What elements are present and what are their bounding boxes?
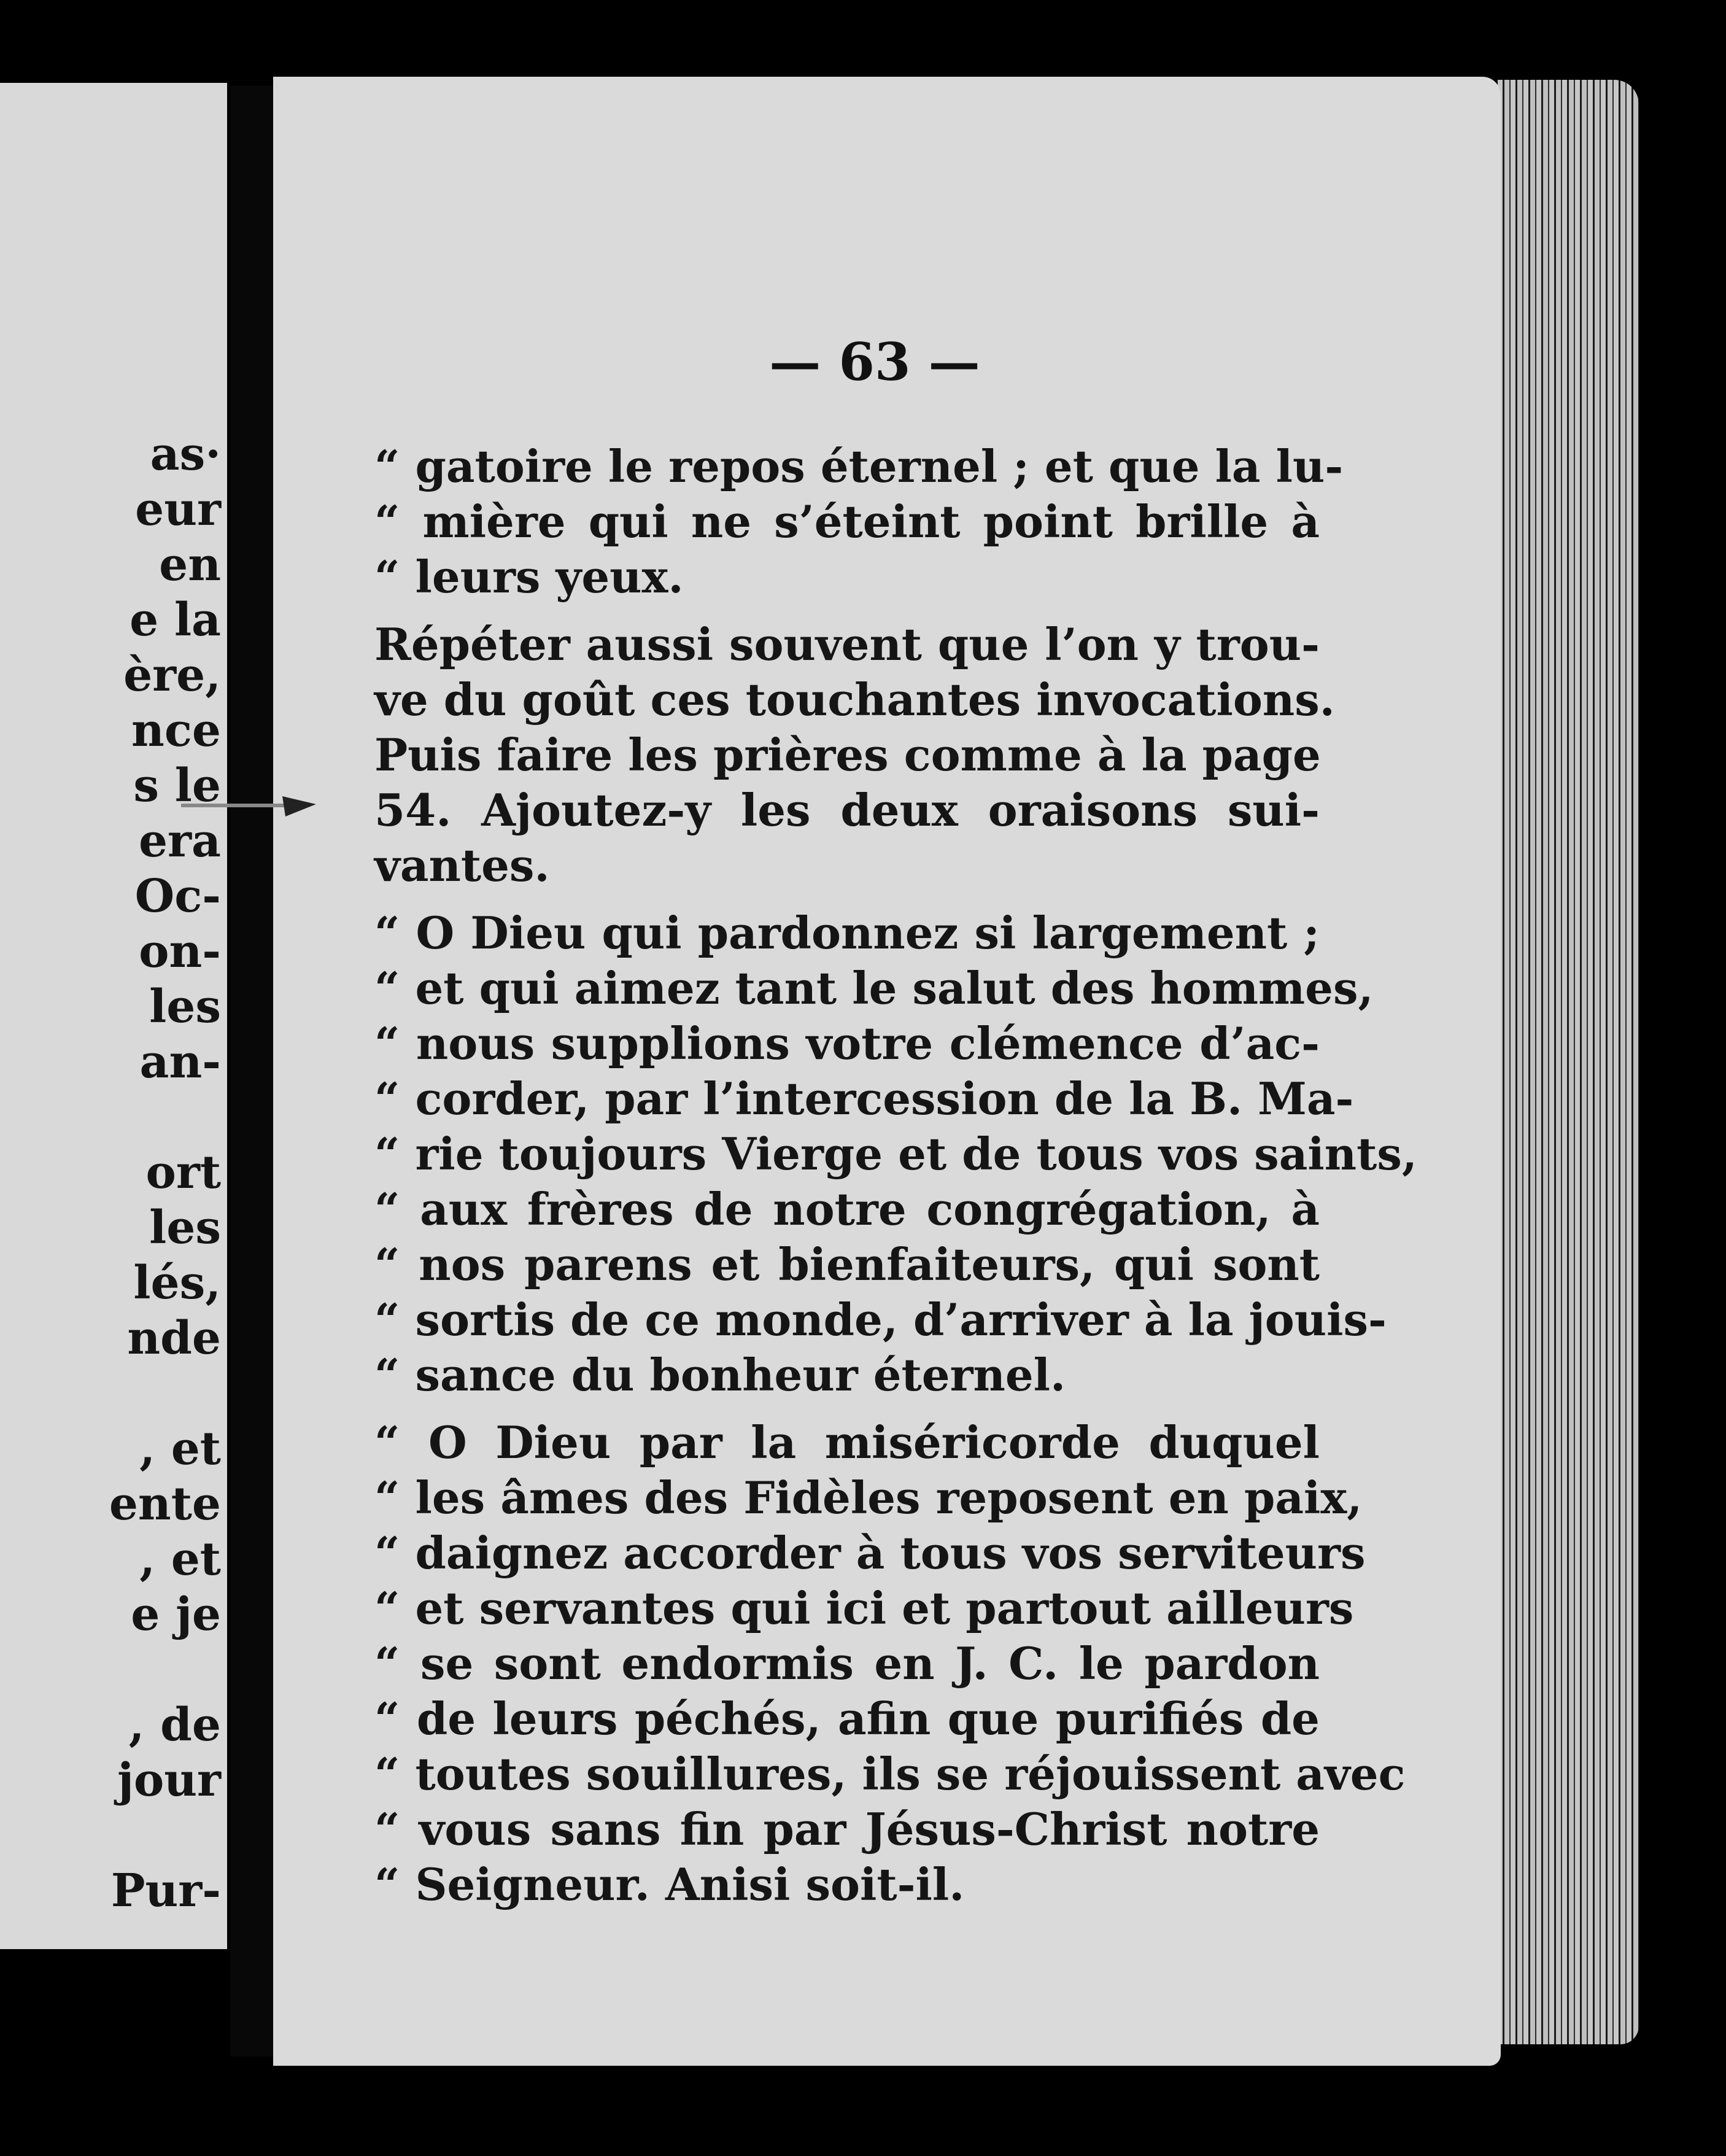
- left-page-line: nde: [127, 1312, 221, 1365]
- left-page-line: on-: [139, 925, 221, 978]
- text-line: ve du goût ces touchantes invocations.: [374, 673, 1335, 726]
- left-page-line: , et: [139, 1533, 221, 1586]
- text-line: “ Seigneur. Anisi soit-il.: [374, 1858, 965, 1910]
- left-page-line: ère,: [123, 649, 221, 702]
- text-line: “ O Dieu qui pardonnez si largement ;: [374, 907, 1320, 959]
- left-page-text: [12, 427, 221, 1918]
- text-line: “ et qui aimez tant le salut des hommes,: [374, 962, 1374, 1014]
- text-line: “ sance du bonheur éternel.: [374, 1349, 1066, 1401]
- left-page-line: nce: [131, 704, 221, 757]
- text-line: “ leurs yeux.: [374, 551, 684, 603]
- text-line: “ de leurs péchés, afin que purifiés de: [374, 1693, 1320, 1745]
- text-line: “ sortis de ce monde, d’arriver à la jouis-: [374, 1293, 1387, 1346]
- page-body: [374, 439, 1417, 1912]
- text-line: “ aux frères de notre congrégation, à: [374, 1183, 1320, 1235]
- left-page-line: ente: [109, 1478, 221, 1530]
- left-page-line: les: [149, 980, 221, 1033]
- left-page-line: en: [159, 538, 221, 591]
- text-line: “ nous supplions votre clémence d’ac-: [374, 1017, 1320, 1069]
- page-number: — 63 —: [769, 332, 980, 392]
- text-line: Puis faire les prières comme à la page: [374, 729, 1321, 781]
- left-page-line: , de: [128, 1699, 221, 1751]
- paragraph: [374, 905, 1417, 1403]
- left-page: [0, 83, 227, 1949]
- text-line: “ mière qui ne s’éteint point brille à: [374, 495, 1320, 548]
- text-line: vantes.: [374, 839, 550, 891]
- left-page-line: e je: [131, 1588, 221, 1641]
- text-line: “ corder, par l’intercession de la B. Ma-: [374, 1072, 1354, 1125]
- left-page-line: Pur-: [110, 1864, 221, 1917]
- paragraph: [374, 1415, 1406, 1912]
- text-line: “ toutes souillures, ils se réjouissent avec: [374, 1748, 1406, 1800]
- left-page-line: era: [138, 815, 221, 867]
- text-line: “ vous sans fin par Jésus-Christ notre: [374, 1803, 1320, 1855]
- left-page-line: lés,: [133, 1257, 221, 1309]
- left-page-line: , et: [139, 1422, 221, 1475]
- left-page-line: [12, 1642, 221, 1697]
- paragraph: [374, 439, 1344, 605]
- left-page-line: an-: [139, 1036, 221, 1088]
- text-line: “ et servantes qui ici et partout ailleurs: [374, 1582, 1354, 1634]
- left-page-line: ort: [145, 1146, 221, 1199]
- left-page-line: e la: [130, 594, 221, 646]
- book-spine: [230, 86, 273, 2057]
- left-page-line: [12, 1808, 221, 1863]
- text-line: “ se sont endormis en J. C. le pardon: [374, 1637, 1320, 1689]
- paragraph: [374, 617, 1335, 893]
- page-edges: [1498, 80, 1639, 2044]
- left-page-line: s le: [133, 759, 221, 812]
- text-line: “ nos parens et bienfaiteurs, qui sont: [374, 1238, 1320, 1290]
- paragraph-gap: [374, 605, 1320, 617]
- text-line: 54. Ajoutez-y les deux oraisons sui-: [374, 784, 1320, 836]
- paragraph-gap: [374, 893, 1320, 905]
- arrow-mark-icon: [178, 793, 319, 818]
- text-line: “ daignez accorder à tous vos serviteurs: [374, 1527, 1366, 1579]
- text-line: “ les âmes des Fidèles reposent en paix,: [374, 1472, 1363, 1524]
- text-line: “ gatoire le repos éternel ; et que la lu-: [374, 440, 1344, 492]
- text-line: Répéter aussi souvent que l’on y trou-: [374, 618, 1320, 670]
- left-page-line: as·: [150, 428, 221, 481]
- text-line: “ O Dieu par la miséricorde duquel: [374, 1416, 1320, 1468]
- left-page-line: [12, 1366, 221, 1421]
- left-page-line: Oc-: [134, 870, 221, 923]
- left-page-line: les: [149, 1201, 221, 1254]
- left-page-line: [12, 1090, 221, 1145]
- text-line: “ rie toujours Vierge et de tous vos saints,: [374, 1128, 1417, 1180]
- left-page-line: eur: [135, 483, 221, 536]
- paragraph-gap: [374, 1403, 1320, 1415]
- left-page-line: jour: [117, 1754, 221, 1807]
